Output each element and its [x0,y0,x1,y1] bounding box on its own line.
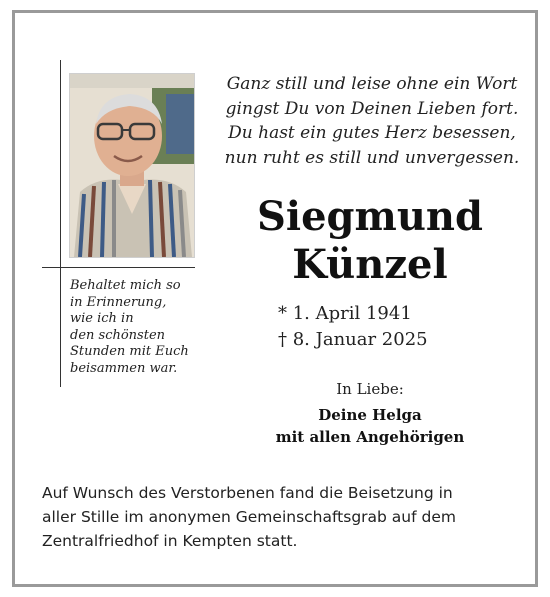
last-name: Künzel [292,241,448,288]
deceased-name [240,193,500,289]
poem-line: Ganz still und leise ohne ein Wort [226,74,518,94]
vertical-rule [60,60,61,387]
mourners-names [240,404,500,448]
memorial-poem [212,72,532,170]
caption-line: wie ich in [70,311,134,327]
death-date: † 8. Januar 2025 [278,329,428,350]
caption-line: beisammen war. [70,360,178,376]
first-name: Siegmund [257,193,483,240]
caption-line: Behaltet mich so [70,278,181,293]
notice-line: Auf Wunsch des Verstorbenen fand die Beisetzung in [42,484,453,502]
horizontal-rule [42,267,195,268]
caption-line: in Erinnerung, [70,294,167,310]
life-dates [278,301,478,353]
notice-line: aller Stille im anonymen Gemeinschaftsgrab auf dem [42,508,456,526]
mourner-line: mit allen Angehörigen [275,428,465,446]
caption-line: Stunden mit Euch [70,344,189,360]
notice-line: Zentralfriedhof in Kempten statt. [42,532,298,550]
memorial-caption [70,278,210,378]
burial-notice [42,481,522,553]
poem-line: Du hast ein gutes Herz besessen, [228,123,516,143]
birth-date: * 1. April 1941 [278,303,412,324]
portrait-photo [69,73,195,258]
mourners-intro: In Liebe: [336,380,404,398]
poem-line: nun ruht es still und unvergessen. [224,147,520,168]
poem-line: gingst Du von Deinen Lieben fort. [225,98,519,119]
caption-line: den schönsten [70,327,166,343]
mourner-line: Deine Helga [318,406,422,424]
